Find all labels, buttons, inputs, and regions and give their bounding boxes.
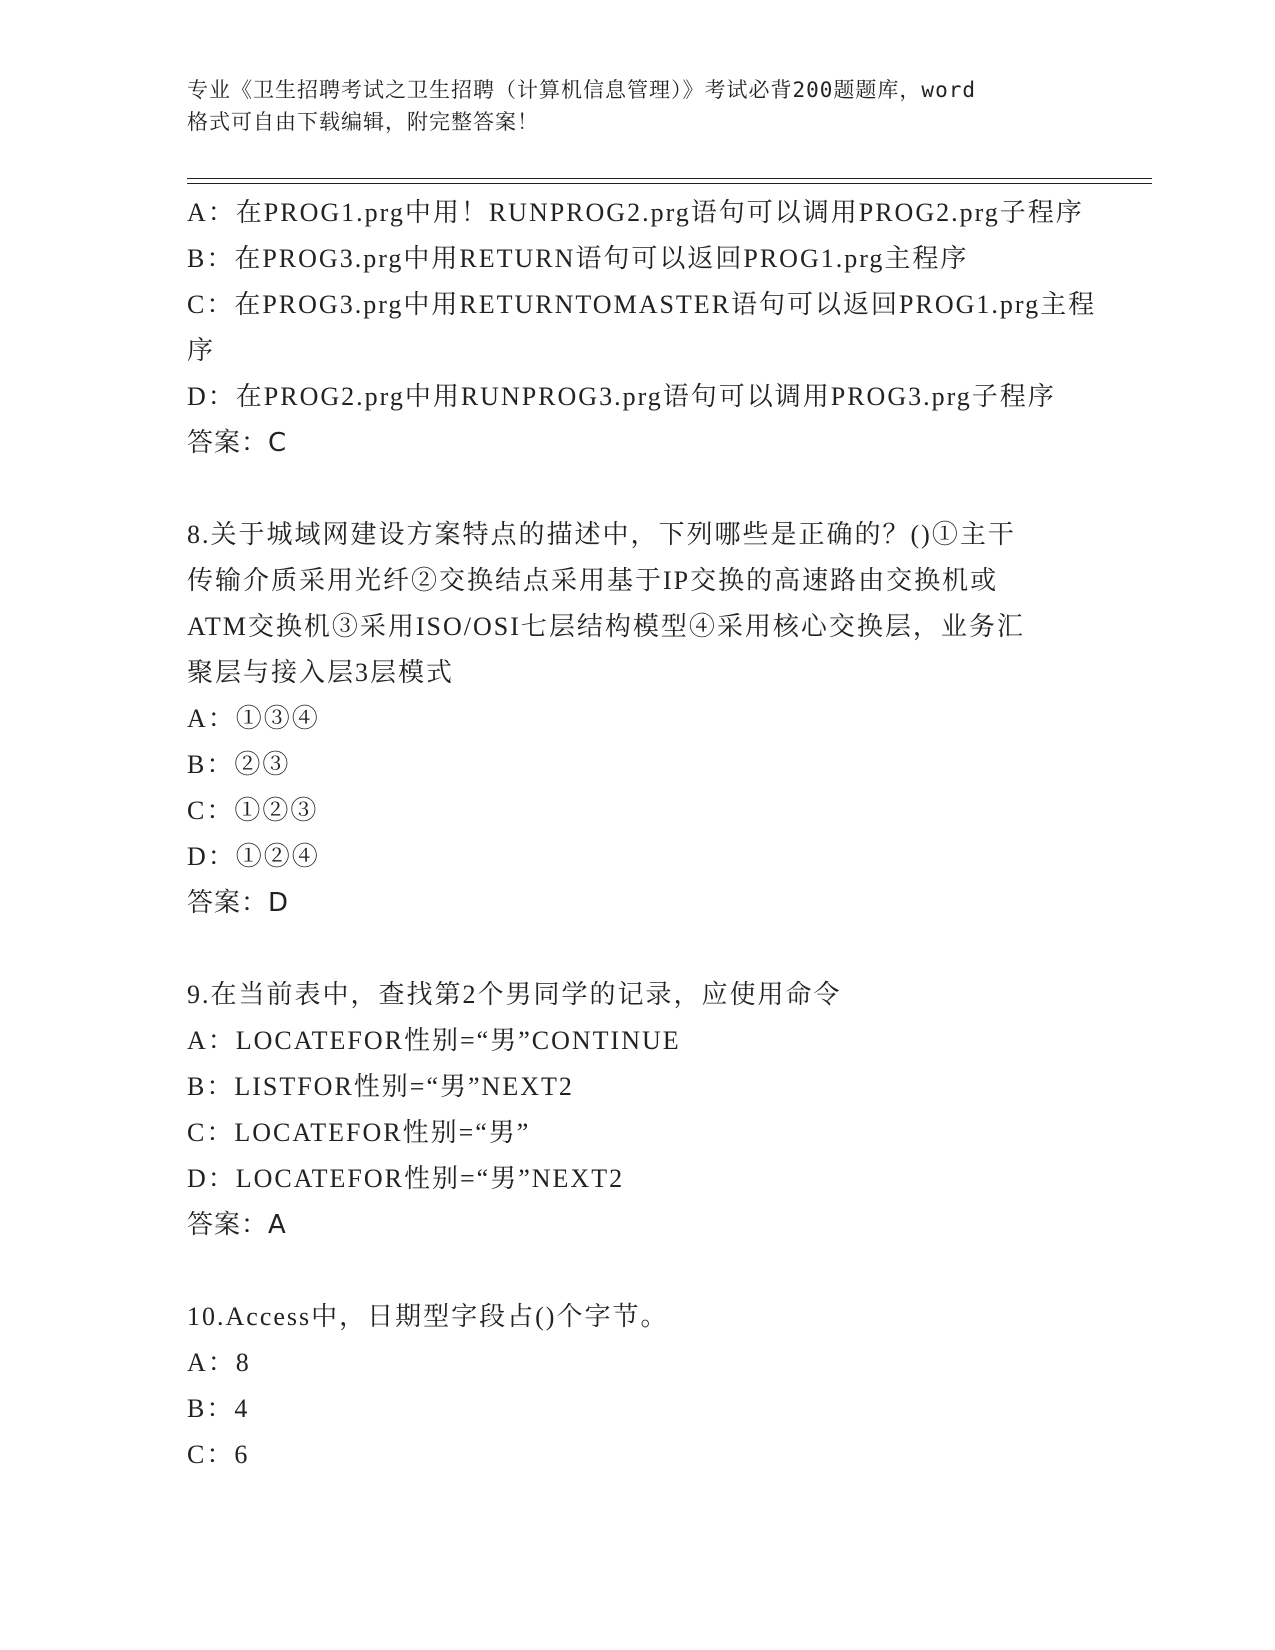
option-c: C：①②③ <box>187 796 319 825</box>
option-a: A：LOCATEFOR性别=“男”CONTINUE <box>187 1026 681 1055</box>
option-a: A：①③④ <box>187 704 320 733</box>
question-content <box>187 190 1097 1478</box>
question-10 <box>187 1294 1087 1478</box>
spacer <box>187 466 1087 512</box>
answer: 答案：A <box>187 1210 287 1240</box>
option-d: D：①②④ <box>187 842 320 871</box>
question-stem-line: 传输介质采用光纤②交换结点采用基于IP交换的高速路由交换机或 <box>187 566 999 595</box>
option-a: A：在PROG1.prg中用！RUNPROG2.prg语句可以调用PROG2.prg子程序 <box>187 198 1084 227</box>
spacer <box>187 1248 1087 1294</box>
option-b: B：LISTFOR性别=“男”NEXT2 <box>187 1072 574 1101</box>
header-divider-top <box>187 178 1152 179</box>
answer: 答案：C <box>187 428 288 458</box>
option-c-continued: 序 <box>187 336 216 365</box>
option-b: B：4 <box>187 1394 250 1423</box>
option-b: B：②③ <box>187 750 291 779</box>
question-8 <box>187 512 1087 926</box>
option-d: D：在PROG2.prg中用RUNPROG3.prg语句可以调用PROG3.prg子程序 <box>187 382 1056 411</box>
question-stem-line: 9.在当前表中，查找第2个男同学的记录，应使用命令 <box>187 980 842 1009</box>
question-stem-line: 聚层与接入层3层模式 <box>187 658 455 687</box>
header-line-2: 格式可自由下载编辑，附完整答案！ <box>187 110 539 134</box>
document-header <box>187 74 1087 138</box>
question-7 <box>187 190 1097 466</box>
question-stem-line: ATM交换机③采用ISO/OSI七层结构模型④采用核心交换层，业务汇 <box>187 612 1025 641</box>
question-9 <box>187 972 1087 1248</box>
answer: 答案：D <box>187 888 290 918</box>
option-a: A：8 <box>187 1348 251 1377</box>
header-line-1: 专业《卫生招聘考试之卫生招聘（计算机信息管理）》考试必背200题题库，word <box>187 78 976 102</box>
option-c: C：在PROG3.prg中用RETURNTOMASTER语句可以返回PROG1.prg主程 <box>187 290 1097 319</box>
question-stem-line: 8.关于城域网建设方案特点的描述中，下列哪些是正确的？()①主干 <box>187 520 1016 549</box>
header-divider-bottom <box>187 183 1152 184</box>
option-b: B：在PROG3.prg中用RETURN语句可以返回PROG1.prg主程序 <box>187 244 969 273</box>
spacer <box>187 926 1087 972</box>
option-c: C：6 <box>187 1440 250 1469</box>
question-stem-line: 10.Access中，日期型字段占()个字节。 <box>187 1302 669 1331</box>
option-d: D：LOCATEFOR性别=“男”NEXT2 <box>187 1164 625 1193</box>
option-c: C：LOCATEFOR性别=“男” <box>187 1118 531 1147</box>
